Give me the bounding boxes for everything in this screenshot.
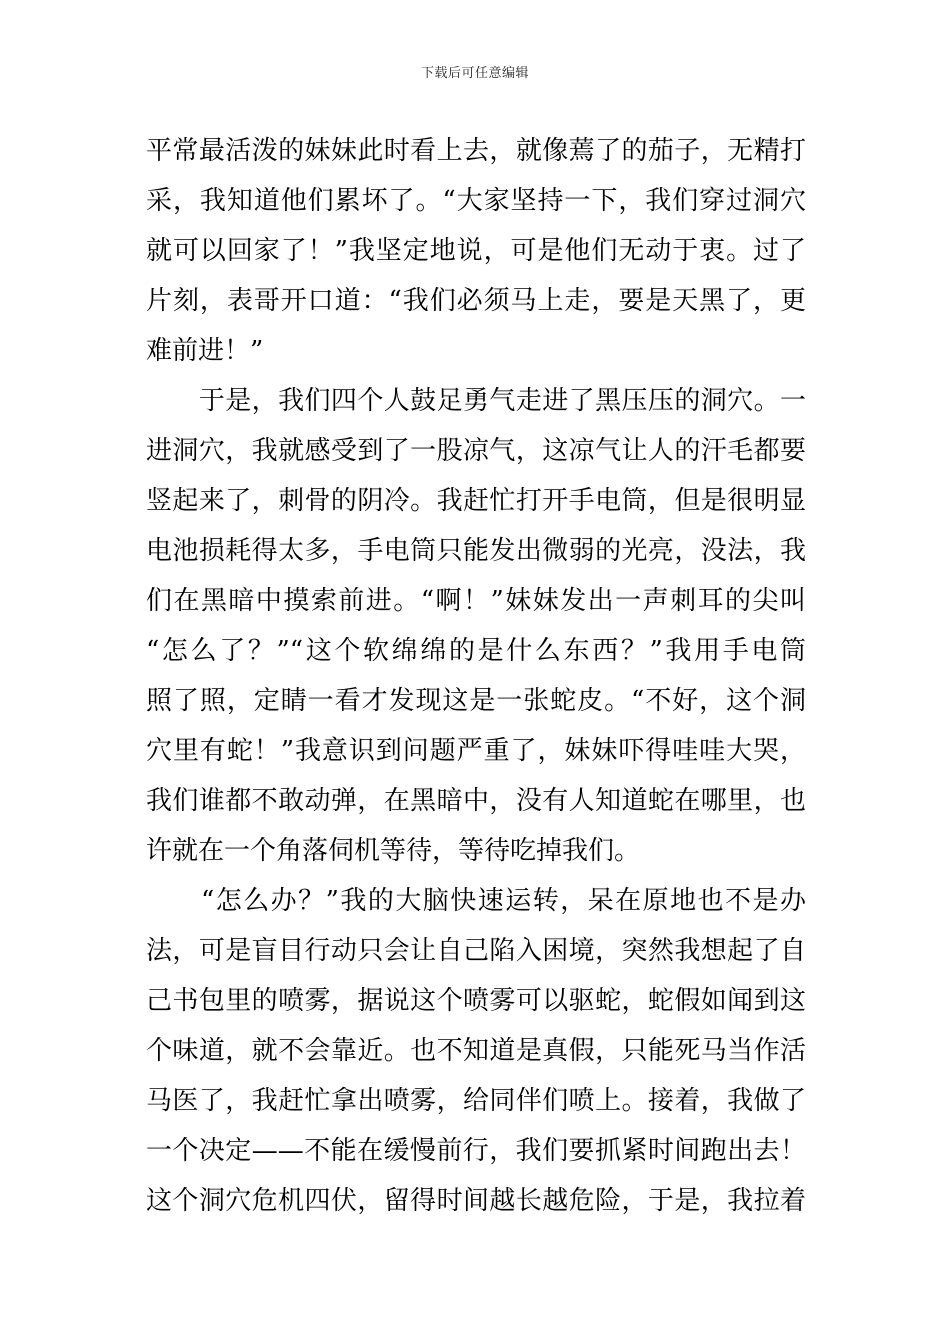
text-line: 照了照，定睛一看才发现这是一张蛇皮。“不好，这个洞: [146, 686, 806, 716]
text-line: 己书包里的喷雾，据说这个喷雾可以驱蛇，蛇假如闻到这: [146, 986, 806, 1016]
text-line: 这个洞穴危机四伏，留得时间越长越危险，于是，我拉着: [146, 1186, 806, 1216]
text-line: 片刻，表哥开口道：“我们必须马上走，要是天黑了，更: [146, 286, 806, 316]
text-line: 难前进！”: [146, 336, 264, 366]
text-line: 马医了，我赶忙拿出喷雾，给同伴们喷上。接着，我做了: [146, 1086, 806, 1116]
text-line: 穴里有蛇！”我意识到问题严重了，妹妹吓得哇哇大哭，: [146, 736, 806, 766]
text-line: 平常最活泼的妹妹此时看上去，就像蔫了的茄子，无精打: [146, 136, 806, 166]
body-text: [146, 126, 806, 1226]
text-line: 许就在一个角落伺机等待，等待吃掉我们。: [146, 836, 641, 866]
text-line: 们在黑暗中摸索前进。“啊！”妹妹发出一声刺耳的尖叫: [146, 586, 806, 616]
text-line: 就可以回家了！”我坚定地说，可是他们无动于衷。过了: [146, 236, 806, 266]
header-note: 下载后可任意编辑: [420, 66, 529, 81]
text-line: “怎么了？”“这个软绵绵的是什么东西？”我用手电筒: [146, 636, 806, 666]
text-line: 个味道，就不会靠近。也不知道是真假，只能死马当作活: [146, 1036, 806, 1066]
text-line: 法，可是盲目行动只会让自己陷入困境，突然我想起了自: [146, 936, 806, 966]
text-line: “怎么办？”我的大脑快速运转，呆在原地也不是办: [146, 886, 806, 916]
text-line: 一个决定——不能在缓慢前行，我们要抓紧时间跑出去！: [146, 1136, 806, 1166]
text-line: 采，我知道他们累坏了。“大家坚持一下，我们穿过洞穴: [146, 186, 806, 216]
text-line: 电池损耗得太多，手电筒只能发出微弱的光亮，没法，我: [146, 536, 806, 566]
text-line: 竖起来了，刺骨的阴冷。我赶忙打开手电筒，但是很明显: [146, 486, 806, 516]
text-line: 于是，我们四个人鼓足勇气走进了黑压压的洞穴。一: [146, 386, 806, 416]
text-line: 进洞穴，我就感受到了一股凉气，这凉气让人的汗毛都要: [146, 436, 806, 466]
text-line: 我们谁都不敢动弹，在黑暗中，没有人知道蛇在哪里，也: [146, 786, 806, 816]
